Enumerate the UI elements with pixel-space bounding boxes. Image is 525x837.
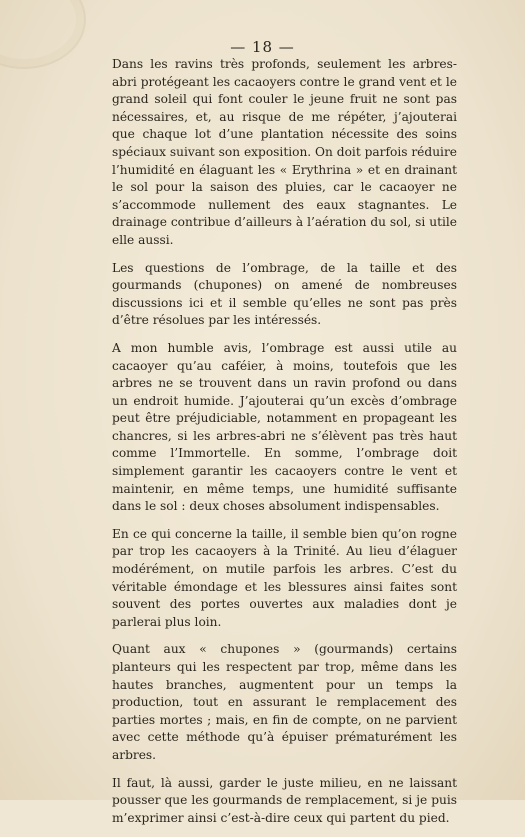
paragraph: A mon humble avis, l’ombrage est aussi utile au cacaoyer qu’au caféier, à moins, toutefois que les arbres ne se trouvent dans un ravin profond ou dans un endroit humide. J’ajouterai qu’un excès d’ombrage peut être préjudiciable, notamment en propageant les chancres, si les arbres-abri ne s’élèvent pas très haut comme l’Immortelle. En somme, l’ombrage doit simplement garantir les cacaoyers contre le vent et maintenir, en même temps, une humidité suffisante dans le sol : deux choses absolument indispensables. [112,340,457,514]
paragraph: Les questions de l’ombrage, de la taille et des gourmands (chupones) on amené de nombreuses discussions ici et il semble qu’elles ne sont pas près d’être résolues par les intéressés. [112,260,457,328]
paragraph: Dans les ravins très profonds, seulement les arbres-abri protégeant les cacaoyers contre le grand vent et le grand soleil qui font couler le jeune fruit ne sont pas nécessaires, et, au risque de me répéter, j’ajouterai que chaque lot d’une plantation nécessite des soins spéciaux suivant son exposition. On doit parfois réduire l’humidité en élaguant les « Erythrina » et en drainant le sol pour la saison des pluies, car le cacaoyer ne s’accommode nullement des eaux stagnantes. Le drainage contribue d’ailleurs à l’aération du sol, si utile elle aussi. [112,57,457,247]
library-stamp-mark [0,0,86,69]
paragraph: En ce qui concerne la taille, il semble bien qu’on rogne par trop les cacaoyers à la Trinité. Au lieu d’élaguer modérément, on mutile parfois les arbres. C’est du véritable émondage et les blessures ainsi faites sont souvent des portes ouvertes aux maladies dont je parlerai plus loin. [112,526,457,629]
body-text [112,56,457,837]
page-number: — 18 — [230,38,295,56]
paragraph: Il faut, là aussi, garder le juste milieu, en ne laissant pousser que les gourmands de remplacement, si je puis m’exprimer ainsi c’est-à-dire ceux qui partent du pied. [112,775,457,825]
paragraph: Quant aux « chupones » (gourmands) certains planteurs qui les respectent par trop, même dans les hautes branches, augmentent pour un temps la production, tout en assurant le remplacement des parties mortes ; mais, en fin de compte, on ne parvient avec cette méthode qu’à épuiser prématurément les arbres. [112,642,457,762]
